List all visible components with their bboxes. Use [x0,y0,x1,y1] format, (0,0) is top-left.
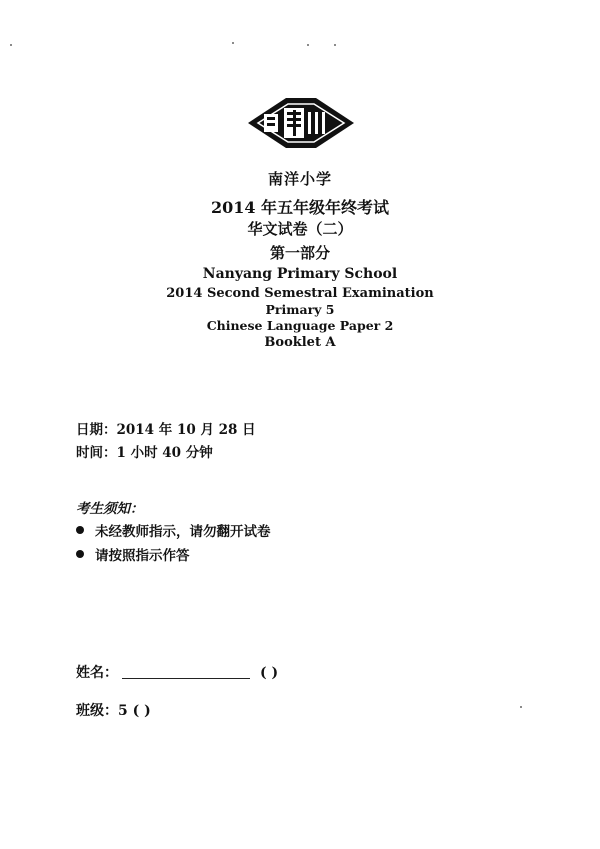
notice-item-text: 未经教师指示，请勿翻开试卷 [95,524,271,540]
scan-speck [520,706,522,708]
en-level: Primary 5 [265,302,335,317]
scan-speck [232,42,234,44]
scan-speck [10,44,12,46]
en-exam-title: 2014 Second Semestral Examination [166,286,434,301]
notice-item [76,520,271,540]
exam-duration: 时间：1 小时 40 分钟 [76,445,213,461]
cn-part-title: 第一部分 [269,244,330,262]
en-school-name: Nanyang Primary School [202,266,398,282]
school-crest-icon [246,96,356,150]
cn-exam-title: 2014 年五年级年终考试 [210,198,390,217]
name-field [76,662,278,682]
cn-paper-title: 华文试卷（二） [247,220,353,238]
bullet-icon [76,550,84,558]
cn-school-name: 南洋小学 [267,170,332,188]
en-paper-title: Chinese Language Paper 2 [206,318,394,333]
exam-date: 日期：2014 年 10 月 28 日 [76,422,256,438]
scan-speck [334,44,336,46]
notice-item-text: 请按照指示作答 [95,548,190,564]
class-field[interactable]: 班级：5 ( ) [76,703,151,719]
bullet-icon [76,526,84,534]
en-booklet: Booklet A [264,335,336,350]
notice-heading: 考生须知： [76,501,144,517]
register-number-blank[interactable]: ( ) [260,665,279,681]
scan-speck [307,44,309,46]
name-label: 姓名： [76,665,118,681]
notice-item [76,544,190,564]
name-blank-line[interactable] [122,664,250,679]
